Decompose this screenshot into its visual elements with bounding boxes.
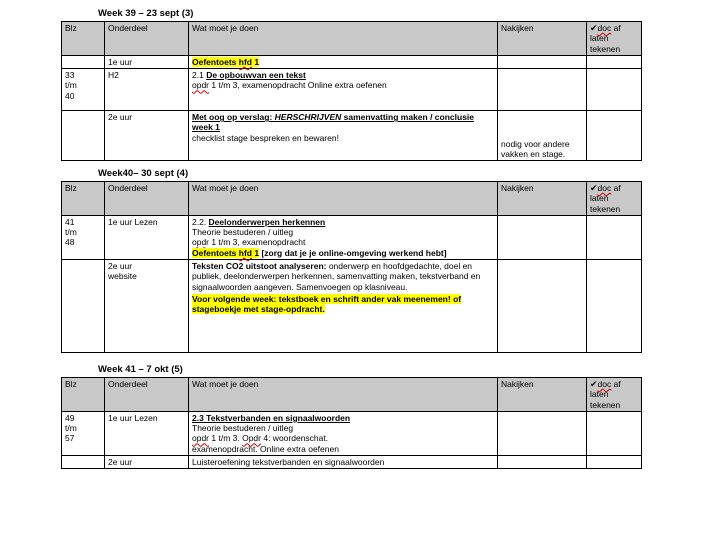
week-40-section (61, 168, 642, 353)
header-doc: ✔doc af laten tekenen (587, 22, 642, 56)
header-blz: Blz (62, 378, 105, 412)
checkmark-icon: ✔ (590, 183, 598, 193)
header-blz: Blz (62, 22, 105, 56)
week-title: Week 41 – 7 okt (5) (98, 364, 183, 375)
checkmark-icon: ✔ (590, 379, 598, 389)
table-header-row (62, 378, 642, 412)
table-header-row (62, 182, 642, 216)
header-nakijken: Nakijken (498, 182, 587, 216)
header-nakijken: Nakijken (498, 22, 587, 56)
header-nakijken: Nakijken (498, 378, 587, 412)
header-wat: Wat moet je doen (189, 22, 498, 56)
week-39-section (61, 8, 642, 161)
table-header-row (62, 22, 642, 56)
header-onderdeel: Onderdeel (105, 22, 189, 56)
header-onderdeel: Onderdeel (105, 182, 189, 216)
table-row: 2e uur Met oog op verslag: HERSCHRIJVEN samenvatting maken / conclusie week 1 checklist stage bespreken en bewaren! nodig voor andere vakken en stage. (62, 111, 642, 161)
table-row: 49 t/m 57 1e uur Lezen 2.3 Tekstverbanden en signaalwoorden Theorie bestuderen / uitleg opdr 1 t/m 3. Opdr 4: woordenschat. examenopdracht. Online extra oefenen (62, 411, 642, 455)
week-title: Week40– 30 sept (4) (98, 168, 189, 179)
header-wat: Wat moet je doen (189, 378, 498, 412)
table-row: 41 t/m 48 1e uur Lezen 2.2. Deelonderwerpen herkennen Theorie bestuderen / uitleg opdr 1 t/m 3, examenopdracht Oefentoets hfd 1 [zorg dat je je online-omgeving werkend hebt] (62, 215, 642, 259)
week-40-table (61, 181, 642, 353)
header-wat: Wat moet je doen (189, 182, 498, 216)
checkmark-icon: ✔ (590, 23, 598, 33)
header-blz: Blz (62, 182, 105, 216)
table-row: 33 t/m 40 H2 2.1 De opbouwvan een tekst opdr 1 t/m 3, examenopdracht Online extra oefenen (62, 69, 642, 111)
week-title: Week 39 – 23 sept (3) (98, 8, 194, 19)
table-row: 1e uur Oefentoets hfd 1 (62, 55, 642, 68)
header-onderdeel: Onderdeel (105, 378, 189, 412)
week-41-table (61, 377, 642, 469)
week-41-section (61, 364, 642, 469)
table-row: 2e uur Luisteroefening tekstverbanden en signaalwoorden (62, 456, 642, 469)
table-row: 2e uur website Teksten CO2 uitstoot analyseren: onderwerp en hoofdgedachte, doel en publiek, deelonderwerpen herkennen, samenvatting maken, tekstverband en signaalwoorden aangeven. Samenvoegen op klasniveau. Voor volgende week: tekstboek en schrift ander vak meenemen! of stageboekje met stage-opdracht. (62, 260, 642, 353)
week-39-table (61, 21, 642, 161)
header-doc: ✔doc af laten tekenen (587, 182, 642, 216)
header-doc: ✔doc af laten tekenen (587, 378, 642, 412)
